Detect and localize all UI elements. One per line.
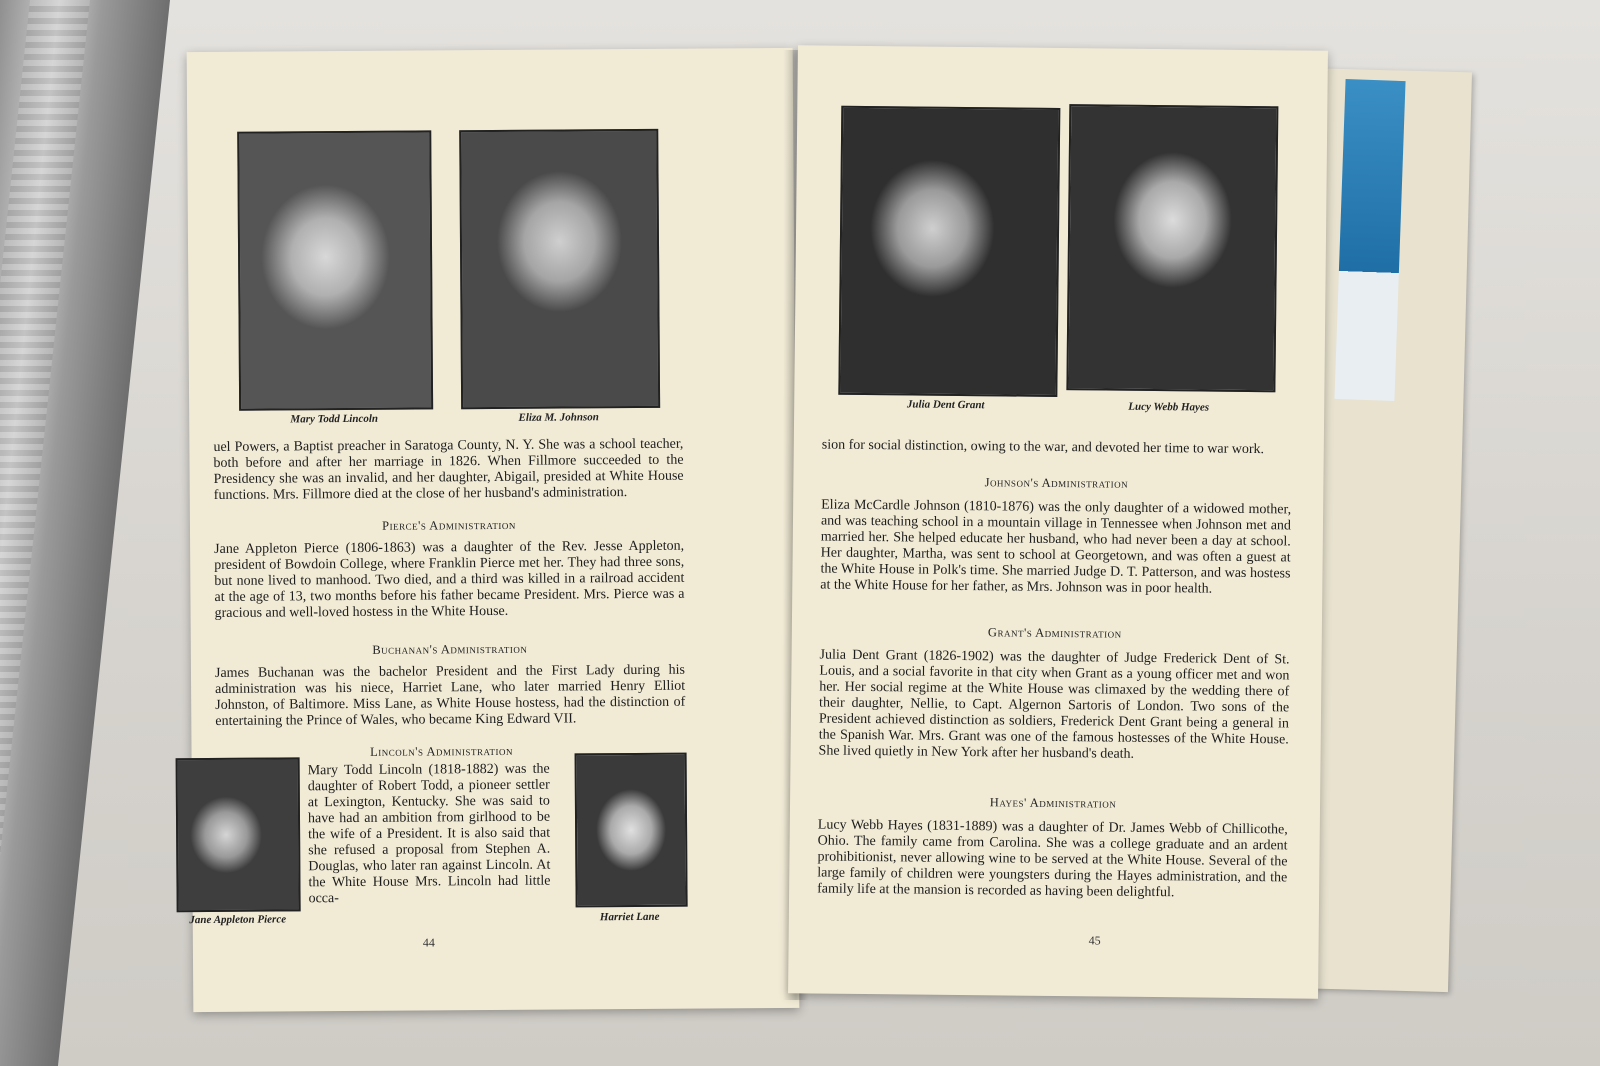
page-number: 44 [422, 935, 435, 950]
section-paragraph: Eliza McCardle Johnson (1810-1876) was the only daughter of a widowed mother, and was teaching school in a mountain village in Tennessee when Johnson met and married her. She helped educate her husband, who had never been a day at school. Her daughter, Martha, was sent to school at Georgetown, and was often a guest at the White House in Polk's time. She married Judge D. T. Patterson, and was hostess at the White House for her father, as Mrs. Johnson was in poor health. [820, 497, 1292, 597]
section-heading: Buchanan's Administration [372, 641, 528, 657]
section-paragraph: Jane Appleton Pierce (1806-1863) was a daughter of the Rev. Jesse Appleton, president of Bowdoin College, where Franklin Pierce met her. They had three sons, but none lived to manhood. Two died, and a third was killed in a railroad accident at the age of 13, two months before his father became President. Mrs. Pierce was a gracious and well-loved hostess in the White House. [214, 538, 685, 621]
section-heading: Lincoln's Administration [370, 743, 514, 759]
section-heading: Johnson's Administration [984, 475, 1129, 491]
photo-caption: Mary Todd Lincoln [290, 412, 379, 426]
portrait-photo-icon [1066, 104, 1278, 392]
portrait-photo-icon [237, 130, 433, 410]
section-paragraph: James Buchanan was the bachelor President and the First Lady during his administration was his niece, Harriet Lane, who later married Henry Elliot Johnston, of Baltimore. Miss Lane, as White House hostess, had the distinction of entertaining the Prince of Wales, who became King Edward VII. [214, 662, 686, 729]
page-number: 45 [1088, 933, 1101, 948]
section-paragraph: Julia Dent Grant (1826-1902) was the daughter of Judge Frederick Dent of St. Louis, and a social favorite in that city when Grant as a young officer met and won her. Her social regime at the White House was climaxed by the wedding there of their daughter, Nellie, to Capt. Algernon Sartoris of London. Two sons of the President achieved distinction as soldiers, Frederick Dent Grant being a general in the Spanish War. Mrs. Grant was one of the famous hostesses of the White House. She lived quietly in New York after her husband's death. [818, 647, 1290, 762]
portrait-photo-icon [176, 757, 301, 912]
intro-paragraph: uel Powers, a Baptist preacher in Saratoga County, N. Y. She was a school teacher, both before and after her marriage in 1826. When Fillmore succeeded to the Presidency she was an invalid, and her daughter, Abigail, presided at White House functions. Mrs. Fillmore died at the close of her husband's administration. [213, 436, 684, 503]
portrait-photo-icon [838, 106, 1060, 397]
photo-caption: Lucy Webb Hayes [1128, 400, 1210, 414]
portrait-photo-icon [459, 129, 660, 409]
blue-cover-edge [1334, 79, 1405, 401]
right-page [788, 45, 1328, 998]
portrait-photo-icon [575, 753, 688, 908]
section-paragraph: Mary Todd Lincoln (1818-1882) was the daughter of Robert Todd, a pioneer settler at Lexington, Kentucky. She was said to have had an ambition from girlhood to be the wife of a President. It is also said that she refused a proposal from Stephen A. Douglas, who later ran against Lincoln. At the White House Mrs. Lincoln had little occa- [307, 761, 551, 907]
left-page [187, 48, 800, 1012]
section-heading: Hayes' Administration [989, 795, 1117, 811]
photo-caption: Harriet Lane [599, 910, 660, 924]
section-heading: Grant's Administration [987, 625, 1122, 641]
photo-caption: Eliza M. Johnson [518, 411, 599, 424]
intro-paragraph: sion for social distinction, owing to the war, and devoted her time to war work. [821, 437, 1265, 458]
photo-caption: Jane Appleton Pierce [189, 913, 287, 927]
photo-caption: Julia Dent Grant [906, 398, 985, 412]
section-paragraph: Lucy Webb Hayes (1831-1889) was a daughter of Dr. James Webb of Chillicothe, Ohio. The family came from Carolina. She was a college graduate and an ardent prohibitionist, never allowing wine to be served at the White House. Several of the large family of children were youngsters during the Hayes administration, and the family life at the mansion is recorded as having been delightful. [817, 817, 1288, 901]
section-heading: Pierce's Administration [382, 517, 516, 533]
